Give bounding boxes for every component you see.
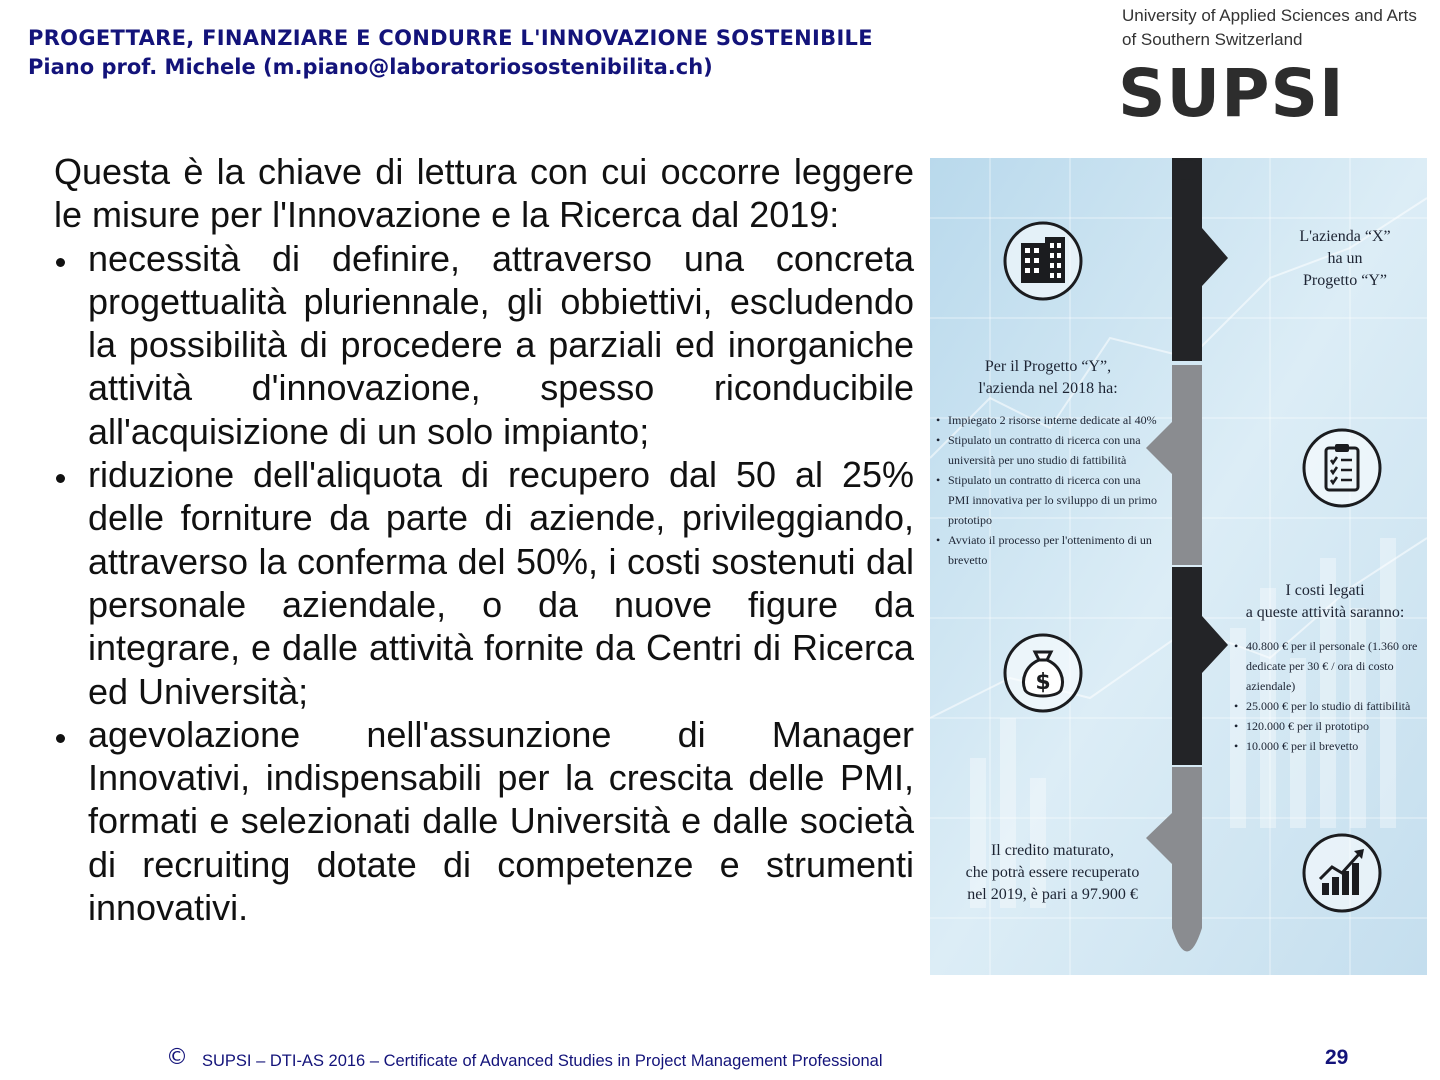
step4-line: nel 2019, è pari a 97.900 € — [967, 886, 1138, 903]
list-item: • Avviato il processo per l'ottenimento di un brevetto — [936, 530, 1158, 570]
step2-heading-line: Per il Progetto “Y”, — [984, 358, 1112, 375]
bullet-text: necessità di definire, attraverso una concreta progettualità pluriennale, gli obbiettivi, escludendo la possibilità di procedere a parziali ed inorganiche attività d'innovazione, spesso riconducibile all'acquisizione di un solo impianto; — [88, 237, 914, 452]
bullet-icon — [56, 258, 65, 267]
step4-line: che potrà essere recuperato — [965, 864, 1140, 881]
supsi-logo: SUPSI — [1118, 55, 1345, 132]
list-item: • 120.000 € per il prototipo — [1234, 716, 1424, 736]
step2-heading — [958, 356, 1138, 400]
header-subtitle: Piano prof. Michele (m.piano@laboratoriosostenibilita.ch) — [28, 55, 713, 79]
step2-heading-line: l'azienda nel 2018 ha: — [978, 380, 1118, 397]
intro-paragraph: Questa è la chiave di lettura con cui occorre leggere le misure per l'Innovazione e la Ricerca dal 2019: — [54, 151, 914, 236]
list-item — [54, 453, 914, 713]
growth-chart-icon — [1314, 845, 1370, 901]
header-title: PROGETTARE, FINANZIARE E CONDURRE L'INNOVAZIONE SOSTENIBILE — [28, 26, 873, 50]
bullet-icon — [56, 474, 65, 483]
bullet-list — [54, 237, 914, 930]
university-name-line1: University of Applied Sciences and Arts — [1122, 6, 1417, 25]
list-item: • 40.800 € per il personale (1.360 ore dedicate per 30 € / ora di costo aziendale) — [1234, 636, 1424, 696]
bullet-icon — [56, 734, 65, 743]
step4-line: Il credito maturato, — [990, 842, 1115, 859]
step1-line: ha un — [1327, 250, 1363, 267]
page-number: 29 — [1325, 1046, 1349, 1069]
university-name-line2: of Southern Switzerland — [1122, 30, 1303, 49]
copyright-icon: © — [166, 1045, 188, 1070]
clipboard-checklist-icon — [1314, 440, 1370, 496]
step1-text — [1260, 226, 1427, 292]
step3-heading-line: I costi legati — [1285, 582, 1365, 599]
footer-text: SUPSI – DTI-AS 2016 – Certificate of Advanced Studies in Project Management Professional — [202, 1052, 883, 1070]
step3-heading — [1230, 580, 1420, 624]
list-item — [54, 237, 914, 453]
list-item: • Stipulato un contratto di ricerca con una PMI innovativa per lo sviluppo di un primo prototipo — [936, 470, 1158, 530]
main-text — [54, 150, 914, 929]
bullet-text: riduzione dell'aliquota di recupero dal 50 al 25% delle forniture da parte di aziende, privileggiando, attraverso la conferma del 50%, i costi sostenuti dal personale aziendale, o da nuove figure da integrare, e dalle attività fornite da Centri di Ricerca ed Università; — [88, 454, 914, 712]
step4-text — [950, 840, 1155, 906]
list-item: • 10.000 € per il brevetto — [1234, 736, 1424, 756]
bullet-text: agevolazione nell'assunzione di Manager Innovativi, indispensabili per la crescita delle PMI, formati e selezionati dalle Università e dalle società di recruiting dotate di competenze e strumenti innovativi. — [88, 713, 914, 929]
list-item: • Impiegato 2 risorse interne dedicate al 40% — [936, 410, 1158, 430]
list-item: • 25.000 € per lo studio di fattibilità — [1234, 696, 1424, 716]
step3-heading-line: a queste attività saranno: — [1245, 604, 1405, 621]
svg-text:$: $ — [1035, 670, 1051, 695]
money-bag-icon — [1015, 642, 1071, 702]
building-icon — [1015, 233, 1071, 289]
list-item: • Stipulato un contratto di ricerca con una università per uno studio di fattibilità — [936, 430, 1158, 470]
step2-list — [936, 410, 1158, 570]
step1-line: L'azienda “X” — [1299, 228, 1391, 245]
step3-list — [1234, 636, 1424, 756]
list-item — [54, 713, 914, 929]
step1-line: Progetto “Y” — [1303, 272, 1387, 289]
infographic — [930, 158, 1427, 975]
